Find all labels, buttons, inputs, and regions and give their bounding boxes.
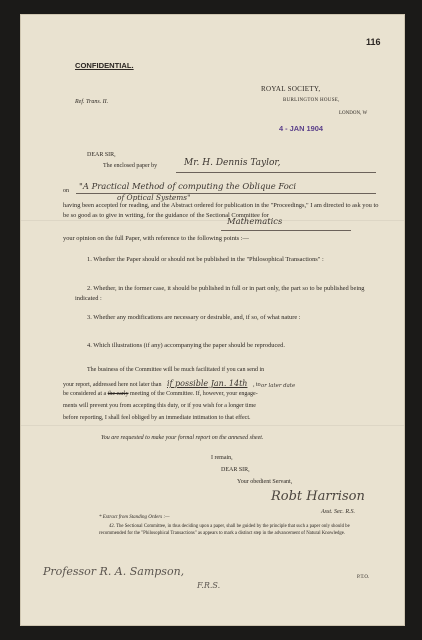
extract-title: * Extract from Standing Orders :— <box>99 515 170 520</box>
body-paragraph: having been accepted for reading, and the Abstract ordered for publication in the "Proceedings," I am directed to ask you to be so good as to give in writing, for the guidance of the Sectional Committee for <box>63 202 379 220</box>
letterhead-city: LONDON, W <box>339 111 368 116</box>
intro-text: The enclosed paper by <box>103 163 158 169</box>
point-2: 2. Whether, in the former case, it should be published in full or in part only, the part so to be published being indicated : <box>75 285 365 303</box>
on-label: on <box>63 188 69 194</box>
pto-label: P.T.O. <box>357 575 370 580</box>
paper-title-handwriting-1: "A Practical Method of computing the Oblique Foci <box>79 181 297 191</box>
reference-label: Ref. Trans. II. <box>75 99 109 105</box>
paper-title-handwriting-2: of Optical Systems" <box>117 193 191 202</box>
committee-handwriting: Mathematics <box>227 216 283 226</box>
requested-note: You are requested to make your formal report on the annexed sheet. <box>101 435 264 441</box>
author-line <box>176 172 376 173</box>
page-number: 116 <box>366 37 381 47</box>
date-stamp: 4 - JAN 1904 <box>279 124 323 133</box>
signature-handwriting: Robt Harrison <box>271 489 365 504</box>
business-text-2b: , to <box>252 382 261 388</box>
business-text-3: be considered at a <box>63 391 107 397</box>
letter-sheet <box>20 14 405 626</box>
closing-dear-sir: DEAR SIR, <box>221 467 250 473</box>
confidential-heading: CONFIDENTIAL. <box>75 61 134 70</box>
extract-text: 42. The Sectional Committee, in thus deciding upon a paper, shall be guided by the principle that such a paper only should be recommended for the "Philosophical Transactions" as appears to mark a distinct step in the advancement of Natural Knowledge. <box>99 524 350 537</box>
point-4: 4. Which illustrations (if any) accompanying the paper should be reproduced. <box>87 342 285 349</box>
signer-title: Asst. Sec. R.S. <box>321 509 355 515</box>
body-paragraph-2: your opinion on the full Paper, with reference to the following points :— <box>63 235 249 242</box>
letterhead-house: BURLINGTON HOUSE, <box>283 98 340 103</box>
business-text-3b: meeting of the Committee. If, however, your engage- <box>129 391 258 397</box>
point-3: 3. Whether any modifications are necessary or desirable, and, if so, of what nature : <box>87 314 301 321</box>
letterhead-society: ROYAL SOCIETY, <box>261 85 321 93</box>
business-line-4: ments will prevent you from accepting this duty, or if you wish for a longer time <box>63 403 256 409</box>
fold-line <box>21 425 404 426</box>
business-text-2a: your report, addressed here not later than <box>63 382 162 388</box>
struck-text: the early <box>107 391 129 397</box>
later-date-handwriting: or later date <box>261 383 296 389</box>
deadline-handwriting: if possible Jan. 14th <box>166 379 248 388</box>
committee-line <box>221 230 351 231</box>
closing-remain: I remain, <box>211 455 233 461</box>
closing-servant: Your obedient Servant, <box>237 479 293 485</box>
salutation: DEAR SIR, <box>87 152 116 158</box>
business-line-5: before reporting, I shall feel obliged by an immediate intimation to that effect. <box>63 415 251 421</box>
business-line-1: The business of the Committee will be much facilitated if you can send in <box>87 367 265 373</box>
addressee-handwriting: Professor R. A. Sampson, <box>43 565 185 578</box>
business-line-2 <box>63 379 261 388</box>
author-handwriting: Mr. H. Dennis Taylor, <box>184 158 281 168</box>
frs-handwriting: F.R.S. <box>197 581 221 590</box>
business-line-3 <box>63 391 258 397</box>
point-1: 1. Whether the Paper should or should not be published in the "Philosophical Transactions" : <box>87 256 324 263</box>
